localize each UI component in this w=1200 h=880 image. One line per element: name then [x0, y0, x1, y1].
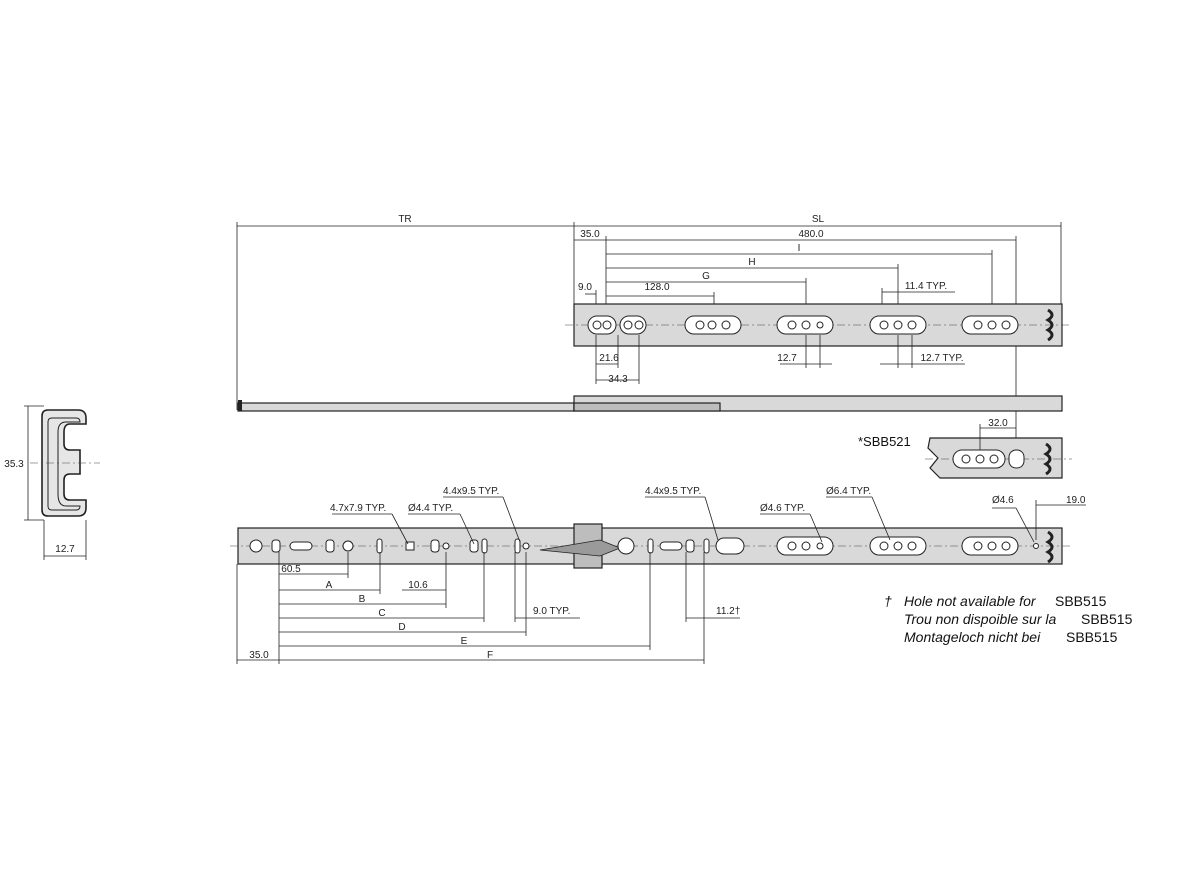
- callout-dia-4-4: Ø4.4 TYP.: [408, 503, 454, 514]
- sbb521-detail: [925, 424, 1072, 478]
- dim-128: 128.0: [644, 282, 670, 293]
- note-dagger: †: [884, 593, 892, 609]
- dim-35-3: 35.3: [4, 459, 24, 470]
- dim-tr: TR: [398, 214, 412, 225]
- callout-dia-4-6: Ø4.6: [992, 495, 1014, 506]
- dim-60-5: 60.5: [281, 564, 301, 575]
- dim-11-4: 11.4 TYP.: [904, 281, 948, 292]
- dim-i: I: [797, 243, 801, 254]
- dim-10-6: 10.6: [408, 580, 428, 591]
- note-line1-text: Hole not available for: [904, 593, 1036, 609]
- note-line3-text: Montageloch nicht bei: [904, 629, 1041, 645]
- dim-480: 480.0: [798, 229, 824, 240]
- variant-label: *SBB521: [858, 434, 911, 449]
- dim-12-7: 12.7: [777, 353, 797, 364]
- dim-35-bottom: 35.0: [249, 650, 269, 661]
- note-line3-model: SBB515: [1066, 629, 1118, 645]
- dim-f: F: [486, 650, 494, 661]
- dim-34-3: 34.3: [608, 374, 628, 385]
- callout-4-4x9-5-a: 4.4x9.5 TYP.: [443, 486, 500, 497]
- dim-35-top: 35.0: [580, 229, 600, 240]
- dim-11-2: 11.2†: [716, 606, 741, 617]
- dim-c: C: [378, 608, 386, 619]
- dim-12-7-width: 12.7: [55, 544, 75, 555]
- hole-note: [884, 593, 1133, 645]
- dim-sl: SL: [811, 214, 825, 225]
- dim-b: B: [358, 594, 366, 605]
- dim-g: G: [702, 271, 710, 282]
- bottom-rail: [230, 524, 1072, 568]
- dim-e: E: [460, 636, 468, 647]
- bottom-dimension-lines: [237, 552, 740, 664]
- cross-section: [24, 406, 100, 560]
- dim-h: H: [748, 257, 756, 268]
- callout-4-4x9-5-b: 4.4x9.5 TYP.: [645, 486, 702, 497]
- dim-19: 19.0: [1066, 495, 1086, 506]
- dim-12-7-typ: 12.7 TYP.: [920, 353, 964, 364]
- callout-dia-4-6-typ: Ø4.6 TYP.: [760, 503, 806, 514]
- note-line2-model: SBB515: [1081, 611, 1133, 627]
- dim-a: A: [325, 580, 333, 591]
- callout-dia-6-4-typ: Ø6.4 TYP.: [826, 486, 872, 497]
- dim-9: 9.0: [578, 282, 592, 293]
- dim-32: 32.0: [988, 418, 1008, 429]
- dim-21-6: 21.6: [599, 353, 619, 364]
- extended-slide: [238, 396, 1062, 411]
- note-line2-text: Trou non dispoible sur la: [904, 611, 1057, 627]
- dim-9-typ: 9.0 TYP.: [533, 606, 571, 617]
- note-line1-model: SBB515: [1055, 593, 1107, 609]
- top-rail: [565, 304, 1072, 346]
- callout-4-7x7-9: 4.7x7.9 TYP.: [330, 503, 387, 514]
- dim-d: D: [398, 622, 406, 633]
